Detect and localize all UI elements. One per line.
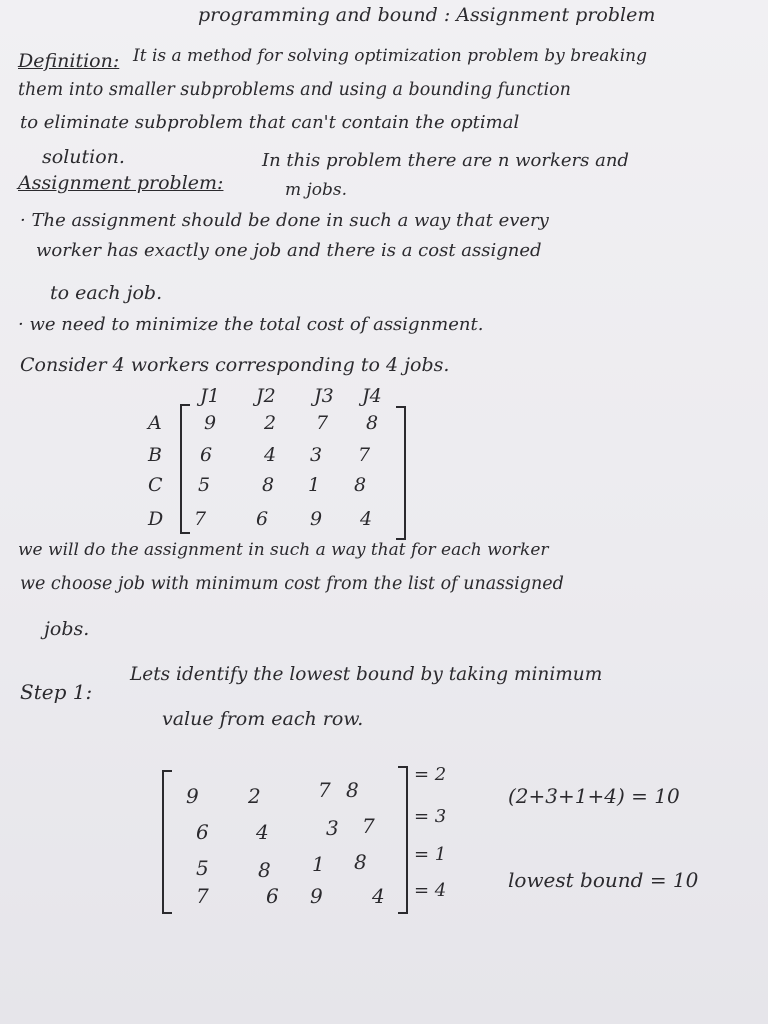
matrix2-cell: 9	[310, 884, 323, 908]
strategy-line-2: we choose job with minimum cost from the list of unassigned	[20, 574, 564, 594]
matrix1-cell: 7	[358, 444, 371, 466]
lowest-bound-result: lowest bound = 10	[508, 868, 699, 892]
matrix1-col-j2: J2	[256, 385, 276, 407]
strategy-line-3: jobs.	[44, 618, 90, 640]
matrix2-cell: 8	[258, 858, 271, 882]
matrix1-row	[148, 444, 408, 474]
matrix1-row	[148, 412, 408, 442]
step1-line-1: Lets identify the lowest bound by taking minimum	[130, 664, 603, 685]
matrix1-cell: 7	[316, 412, 329, 434]
row-min-1: = 2	[414, 764, 447, 785]
matrix1-cell: 4	[264, 444, 277, 466]
matrix1-col-j1: J1	[200, 385, 220, 407]
matrix2-cell: 6	[196, 820, 209, 844]
assignment-line-1: In this problem there are n workers and	[262, 150, 629, 171]
matrix1-cell: 6	[200, 444, 213, 466]
matrix1-worker-label: B	[148, 444, 162, 466]
matrix2-right-bracket	[398, 766, 408, 914]
assignment-line-2: m jobs.	[285, 180, 348, 200]
definition-label: Definition:	[18, 50, 120, 72]
matrix1-cell: 8	[354, 474, 367, 496]
matrix2-cell: 8	[354, 850, 367, 874]
row-min-2: = 3	[414, 806, 447, 827]
step1-line-2: value from each row.	[162, 708, 364, 730]
matrix2-cell: 6	[266, 884, 279, 908]
definition-line-4: solution.	[42, 146, 125, 168]
matrix1-col-j3: J3	[314, 385, 334, 407]
bullet-dot: ·	[18, 314, 24, 335]
bullet-dot: ·	[20, 210, 26, 231]
matrix1-row	[148, 474, 408, 504]
bullet-2-text-1: we need to minimize the total cost of assignment.	[29, 314, 484, 335]
row-min-sum: (2+3+1+4) = 10	[508, 784, 680, 808]
matrix1-cell: 7	[194, 508, 207, 530]
consider-line: Consider 4 workers corresponding to 4 jobs.	[20, 354, 450, 376]
definition-line-2: them into smaller subproblems and using a bounding function	[18, 80, 571, 100]
matrix2-cell: 7	[196, 884, 209, 908]
bullet-1-text-1: The assignment should be done in such a way that every	[31, 210, 549, 231]
bullet-1-line-2: worker has exactly one job and there is a cost assigned	[36, 240, 542, 261]
matrix2-cell: 9	[186, 784, 199, 808]
matrix1-cell: 4	[360, 508, 373, 530]
definition-line-3: to eliminate subproblem that can't contain the optimal	[20, 112, 520, 133]
matrix2-left-bracket	[162, 770, 172, 914]
matrix2-cell: 2	[248, 784, 261, 808]
row-min-4: = 4	[414, 880, 447, 901]
step1-label: Step 1:	[20, 680, 93, 704]
matrix1-worker-label: C	[148, 474, 163, 496]
bullet-1-line-1	[20, 210, 549, 232]
matrix1-cell: 6	[256, 508, 269, 530]
matrix1-col-j4: J4	[362, 385, 382, 407]
matrix2-cell: 1	[312, 852, 325, 876]
definition-line-1: It is a method for solving optimization problem by breaking	[133, 46, 647, 66]
bullet-1-line-3: to each job.	[50, 282, 163, 304]
matrix1-cell: 8	[262, 474, 275, 496]
matrix1-cell: 5	[198, 474, 211, 496]
matrix2-cell: 7	[318, 778, 331, 802]
bullet-2-line-1	[18, 314, 483, 336]
matrix1-cell: 3	[310, 444, 323, 466]
matrix1-worker-label: D	[148, 508, 164, 530]
page-title: programming and bound : Assignment problem	[198, 4, 656, 26]
matrix1-worker-label: A	[148, 412, 162, 434]
matrix2-cell: 8	[346, 778, 359, 802]
strategy-line-1: we will do the assignment in such a way that for each worker	[18, 540, 549, 560]
assignment-label: Assignment problem:	[18, 172, 224, 194]
matrix2-cell: 5	[196, 856, 209, 880]
matrix1-cell: 2	[264, 412, 277, 434]
matrix2-cell: 7	[362, 814, 375, 838]
matrix1-cell: 9	[310, 508, 323, 530]
matrix1-row	[148, 508, 408, 538]
row-min-3: = 1	[414, 844, 447, 865]
matrix1-cell: 1	[308, 474, 321, 496]
matrix2-cell: 3	[326, 816, 339, 840]
matrix2-cell: 4	[372, 884, 385, 908]
matrix1-cell: 8	[366, 412, 379, 434]
matrix2-cell: 4	[256, 820, 269, 844]
matrix1-cell: 9	[204, 412, 217, 434]
